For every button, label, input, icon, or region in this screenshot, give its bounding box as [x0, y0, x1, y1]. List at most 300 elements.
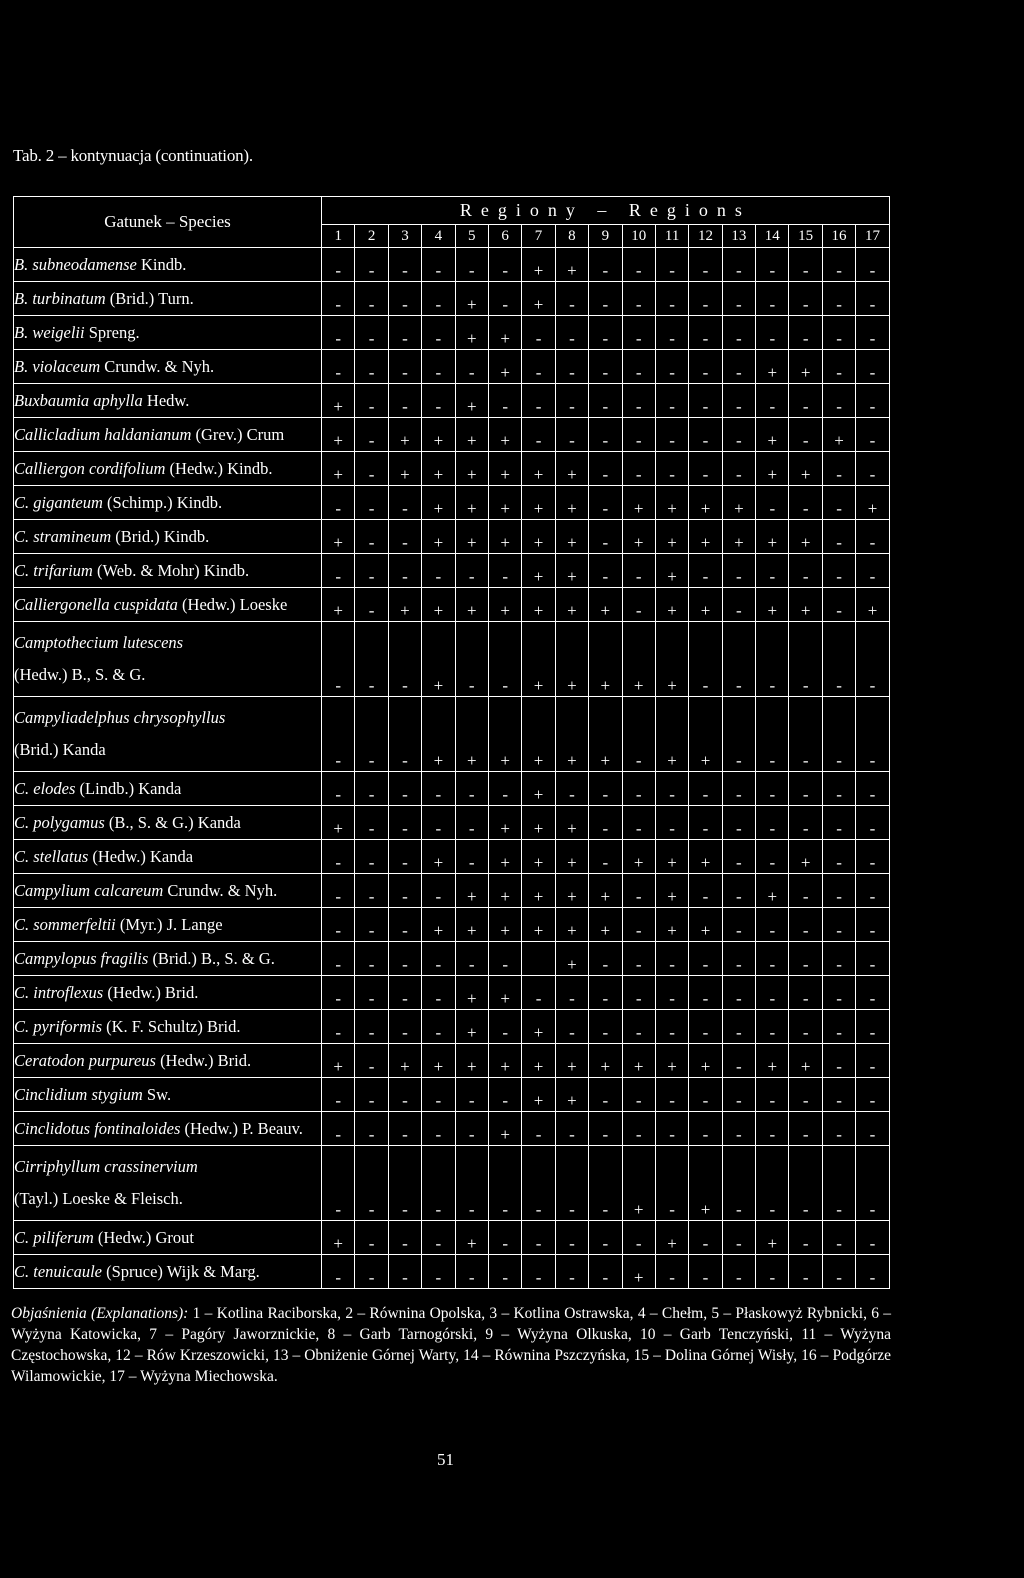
presence-cell: +	[622, 1146, 655, 1221]
presence-cell: -	[655, 316, 688, 350]
presence-cell: -	[756, 772, 789, 806]
presence-cell: -	[355, 622, 388, 697]
presence-cell: -	[422, 1146, 455, 1221]
presence-cell: -	[756, 908, 789, 942]
presence-cell: -	[856, 384, 889, 418]
presence-cell: -	[622, 1221, 655, 1255]
presence-cell: -	[388, 1078, 421, 1112]
species-name-cell	[14, 1112, 322, 1146]
presence-cell: -	[756, 282, 789, 316]
presence-cell: -	[856, 282, 889, 316]
presence-cell: -	[856, 806, 889, 840]
presence-cell: -	[322, 316, 355, 350]
region-number-header: 9	[589, 225, 622, 248]
presence-cell: -	[355, 806, 388, 840]
presence-cell: -	[522, 350, 555, 384]
presence-cell: +	[589, 874, 622, 908]
presence-cell: +	[455, 908, 488, 942]
presence-cell: +	[555, 486, 588, 520]
presence-cell: +	[422, 840, 455, 874]
species-author: (Brid.) B., S. & G.	[148, 948, 275, 968]
presence-cell: -	[388, 350, 421, 384]
region-number-header: 2	[355, 225, 388, 248]
species-name-cell	[14, 1044, 322, 1078]
region-number-header: 14	[756, 225, 789, 248]
presence-cell: -	[689, 622, 722, 697]
presence-cell: -	[388, 697, 421, 772]
presence-cell: -	[622, 316, 655, 350]
presence-cell: -	[455, 1255, 488, 1289]
presence-cell: -	[488, 384, 521, 418]
presence-cell: -	[756, 1255, 789, 1289]
presence-cell: -	[589, 840, 622, 874]
presence-cell: -	[455, 554, 488, 588]
presence-cell: -	[822, 840, 855, 874]
presence-cell: +	[455, 1221, 488, 1255]
presence-cell: +	[789, 1044, 822, 1078]
presence-cell: -	[655, 772, 688, 806]
presence-cell: +	[488, 588, 521, 622]
species-genus: Calliergon cordifolium	[14, 458, 166, 478]
species-name-line	[14, 707, 321, 729]
presence-cell: -	[722, 622, 755, 697]
species-name-line	[14, 1050, 321, 1072]
presence-cell: +	[655, 908, 688, 942]
presence-cell: +	[422, 622, 455, 697]
presence-cell: +	[689, 520, 722, 554]
presence-cell: -	[388, 908, 421, 942]
presence-cell: -	[522, 1146, 555, 1221]
presence-cell: -	[789, 1221, 822, 1255]
species-name-line	[14, 1261, 321, 1283]
presence-cell: -	[455, 1146, 488, 1221]
presence-cell: -	[322, 1146, 355, 1221]
presence-cell: -	[355, 772, 388, 806]
presence-cell: -	[589, 772, 622, 806]
table-row	[14, 588, 890, 622]
presence-cell: -	[822, 1221, 855, 1255]
presence-cell: -	[655, 1112, 688, 1146]
presence-cell: -	[555, 282, 588, 316]
presence-cell: +	[789, 520, 822, 554]
table-row	[14, 316, 890, 350]
presence-cell: -	[355, 1112, 388, 1146]
presence-cell: -	[856, 520, 889, 554]
species-author: Hedw.	[142, 390, 190, 410]
presence-cell: -	[655, 384, 688, 418]
presence-cell: -	[622, 874, 655, 908]
presence-cell: +	[488, 1112, 521, 1146]
species-genus: C. elodes	[14, 778, 76, 798]
presence-cell: -	[355, 588, 388, 622]
table-row	[14, 282, 890, 316]
presence-cell: -	[388, 248, 421, 282]
presence-cell: -	[388, 942, 421, 976]
presence-cell: -	[522, 316, 555, 350]
species-name-line	[14, 812, 321, 834]
presence-cell: -	[422, 1255, 455, 1289]
species-author: (Hedw.) B., S. & G.	[14, 665, 146, 684]
presence-cell: +	[655, 520, 688, 554]
presence-cell: +	[589, 697, 622, 772]
presence-cell: +	[422, 520, 455, 554]
presence-cell: -	[589, 976, 622, 1010]
species-name-cell	[14, 622, 322, 697]
presence-cell: -	[822, 874, 855, 908]
species-author: Crundw. & Nyh.	[100, 356, 215, 376]
presence-cell: -	[622, 1078, 655, 1112]
presence-cell: -	[722, 452, 755, 486]
region-number-header: 12	[689, 225, 722, 248]
species-author: (Brid.) Kanda	[14, 740, 106, 759]
presence-cell: +	[789, 452, 822, 486]
species-name-line	[14, 914, 321, 936]
presence-cell: -	[689, 976, 722, 1010]
species-name-line	[14, 390, 321, 412]
presence-cell: -	[856, 874, 889, 908]
presence-cell: -	[789, 1078, 822, 1112]
presence-cell: -	[355, 486, 388, 520]
presence-cell: +	[488, 350, 521, 384]
presence-cell: -	[822, 520, 855, 554]
species-author: (Hedw.) P. Beauv.	[180, 1118, 303, 1138]
table-row	[14, 1112, 890, 1146]
presence-cell: -	[822, 1146, 855, 1221]
presence-cell: +	[856, 486, 889, 520]
species-author: (Tayl.) Loeske & Fleisch.	[14, 1189, 183, 1208]
presence-cell: +	[488, 418, 521, 452]
presence-cell: -	[756, 316, 789, 350]
region-number-header: 6	[488, 225, 521, 248]
presence-cell: -	[722, 697, 755, 772]
presence-cell: -	[488, 1221, 521, 1255]
presence-cell: -	[555, 772, 588, 806]
presence-cell: -	[622, 976, 655, 1010]
species-genus: Campylopus fragilis	[14, 948, 149, 968]
species-author: (B., S. & G.) Kanda	[104, 812, 241, 832]
presence-cell: -	[789, 908, 822, 942]
presence-cell: -	[555, 418, 588, 452]
presence-cell: +	[555, 942, 588, 976]
presence-cell: -	[822, 806, 855, 840]
regions-column-header: Regiony – Regions	[322, 197, 890, 225]
species-name-line	[14, 880, 321, 902]
presence-cell: -	[655, 976, 688, 1010]
presence-cell: -	[388, 1221, 421, 1255]
presence-cell: +	[522, 588, 555, 622]
presence-cell: -	[589, 282, 622, 316]
table-caption: Tab. 2 – kontynuacja (continuation).	[13, 146, 253, 165]
species-author: (K. F. Schultz) Brid.	[102, 1016, 241, 1036]
species-genus: C. pyriformis	[14, 1016, 103, 1036]
presence-cell: +	[555, 697, 588, 772]
presence-cell: -	[422, 282, 455, 316]
presence-cell: -	[555, 1112, 588, 1146]
species-name-line	[14, 288, 321, 310]
presence-cell: -	[722, 976, 755, 1010]
presence-cell: -	[355, 874, 388, 908]
presence-cell: +	[689, 588, 722, 622]
presence-cell: -	[355, 248, 388, 282]
presence-cell: -	[589, 384, 622, 418]
presence-cell: -	[488, 1010, 521, 1044]
presence-cell: +	[756, 418, 789, 452]
presence-cell: -	[689, 384, 722, 418]
presence-cell: -	[589, 520, 622, 554]
table-row	[14, 418, 890, 452]
presence-cell: +	[522, 1078, 555, 1112]
presence-cell: +	[522, 520, 555, 554]
presence-cell: +	[622, 520, 655, 554]
presence-cell: -	[789, 248, 822, 282]
presence-cell: -	[789, 1146, 822, 1221]
presence-cell: +	[522, 840, 555, 874]
region-number-header: 8	[555, 225, 588, 248]
species-name-line	[14, 594, 321, 616]
presence-cell: -	[789, 418, 822, 452]
presence-cell: -	[355, 384, 388, 418]
presence-cell: -	[789, 316, 822, 350]
presence-cell: +	[555, 554, 588, 588]
presence-cell: -	[856, 840, 889, 874]
species-author: (Web. & Mohr) Kindb.	[92, 560, 250, 580]
species-name-cell	[14, 316, 322, 350]
species-genus: C. giganteum	[14, 492, 103, 512]
table-row	[14, 1146, 890, 1221]
presence-cell: -	[455, 806, 488, 840]
presence-cell: -	[622, 697, 655, 772]
presence-cell: +	[789, 840, 822, 874]
presence-cell: -	[856, 1112, 889, 1146]
presence-cell: -	[655, 942, 688, 976]
species-genus: C. stramineum	[14, 526, 112, 546]
species-name-line	[14, 492, 321, 514]
table-row	[14, 554, 890, 588]
presence-cell: -	[689, 874, 722, 908]
presence-cell: +	[522, 806, 555, 840]
presence-cell: +	[488, 316, 521, 350]
presence-cell: +	[522, 554, 555, 588]
presence-cell: -	[822, 772, 855, 806]
presence-cell: -	[355, 908, 388, 942]
species-genus: C. piliferum	[14, 1227, 94, 1247]
presence-cell: +	[756, 1044, 789, 1078]
presence-cell: -	[655, 350, 688, 384]
species-name-line	[14, 424, 321, 446]
species-genus: B. violaceum	[14, 356, 101, 376]
presence-cell: -	[388, 772, 421, 806]
presence-cell: -	[655, 806, 688, 840]
presence-cell: +	[655, 588, 688, 622]
species-author: Spreng.	[84, 322, 140, 342]
presence-cell: -	[655, 1010, 688, 1044]
presence-cell: -	[622, 942, 655, 976]
presence-cell: -	[322, 1255, 355, 1289]
presence-cell: -	[322, 282, 355, 316]
presence-cell: +	[455, 384, 488, 418]
species-name-line	[14, 846, 321, 868]
presence-cell: -	[422, 942, 455, 976]
page-number: 51	[437, 1450, 454, 1469]
presence-cell: -	[388, 622, 421, 697]
presence-cell: +	[455, 1044, 488, 1078]
species-name-line	[14, 526, 321, 548]
presence-cell: -	[488, 622, 521, 697]
presence-cell: -	[655, 1078, 688, 1112]
presence-cell: -	[722, 1146, 755, 1221]
presence-cell: -	[455, 1112, 488, 1146]
presence-cell: -	[856, 350, 889, 384]
presence-cell: -	[555, 384, 588, 418]
presence-cell: +	[522, 622, 555, 697]
presence-cell: +	[555, 248, 588, 282]
presence-cell: -	[822, 622, 855, 697]
presence-cell: -	[789, 486, 822, 520]
presence-cell: -	[689, 418, 722, 452]
table-row	[14, 248, 890, 282]
presence-cell: -	[789, 1112, 822, 1146]
presence-cell: -	[722, 908, 755, 942]
species-column-header: Gatunek – Species	[14, 197, 322, 248]
presence-cell: +	[455, 1010, 488, 1044]
presence-cell: -	[856, 1078, 889, 1112]
species-author: Crundw. & Nyh.	[163, 880, 278, 900]
presence-cell: -	[689, 452, 722, 486]
table-row	[14, 452, 890, 486]
presence-cell: +	[488, 1044, 521, 1078]
presence-cell: -	[822, 908, 855, 942]
presence-cell: -	[856, 976, 889, 1010]
species-name-cell	[14, 452, 322, 486]
presence-cell: -	[622, 418, 655, 452]
presence-cell: -	[355, 1044, 388, 1078]
presence-cell: -	[589, 316, 622, 350]
presence-cell: +	[655, 486, 688, 520]
species-genus: C. polygamus	[14, 812, 105, 832]
presence-cell: -	[756, 1146, 789, 1221]
presence-cell: +	[522, 697, 555, 772]
species-author: (Hedw.) Kindb.	[165, 458, 273, 478]
species-name-line	[14, 1084, 321, 1106]
presence-cell: +	[622, 622, 655, 697]
presence-cell: -	[622, 554, 655, 588]
presence-cell: -	[822, 486, 855, 520]
table-row	[14, 1221, 890, 1255]
presence-cell: +	[756, 520, 789, 554]
presence-cell: -	[756, 1112, 789, 1146]
presence-cell: +	[522, 1010, 555, 1044]
presence-cell: -	[355, 418, 388, 452]
presence-cell: -	[689, 1112, 722, 1146]
presence-cell: +	[455, 282, 488, 316]
presence-cell: -	[422, 1221, 455, 1255]
species-name-cell	[14, 1255, 322, 1289]
presence-cell: +	[622, 486, 655, 520]
table-row	[14, 806, 890, 840]
presence-cell: -	[622, 452, 655, 486]
presence-cell: -	[722, 350, 755, 384]
presence-cell: +	[455, 452, 488, 486]
presence-cell: -	[322, 486, 355, 520]
presence-cell: -	[422, 772, 455, 806]
species-name-line	[14, 356, 321, 378]
presence-cell: -	[856, 697, 889, 772]
presence-cell: -	[322, 874, 355, 908]
presence-cell: +	[689, 908, 722, 942]
presence-cell: -	[689, 1078, 722, 1112]
presence-cell: +	[488, 697, 521, 772]
presence-cell: -	[388, 840, 421, 874]
presence-cell: -	[388, 384, 421, 418]
species-name-cell	[14, 554, 322, 588]
presence-cell: -	[689, 1221, 722, 1255]
presence-cell: -	[622, 384, 655, 418]
presence-cell: -	[722, 1078, 755, 1112]
species-author: (Hedw.) Loeske	[177, 594, 288, 614]
presence-cell: -	[322, 976, 355, 1010]
presence-cell: +	[422, 588, 455, 622]
presence-cell: -	[455, 772, 488, 806]
presence-cell: -	[322, 1112, 355, 1146]
presence-cell: +	[555, 452, 588, 486]
presence-cell: -	[455, 248, 488, 282]
presence-cell: -	[655, 452, 688, 486]
presence-cell: -	[388, 874, 421, 908]
table-row	[14, 1044, 890, 1078]
table-row	[14, 1255, 890, 1289]
species-name-line	[14, 1227, 321, 1249]
species-name-cell	[14, 248, 322, 282]
presence-cell: -	[522, 1112, 555, 1146]
species-genus: Camptothecium lutescens	[14, 633, 184, 652]
presence-cell: -	[355, 1078, 388, 1112]
presence-cell: +	[722, 520, 755, 554]
presence-cell: -	[722, 316, 755, 350]
presence-cell: -	[388, 1112, 421, 1146]
presence-cell: +	[622, 1044, 655, 1078]
presence-cell: -	[722, 1112, 755, 1146]
presence-cell: +	[655, 874, 688, 908]
presence-cell: -	[388, 1146, 421, 1221]
presence-cell: -	[722, 1044, 755, 1078]
presence-cell: -	[689, 316, 722, 350]
presence-cell: -	[856, 622, 889, 697]
presence-cell: -	[722, 384, 755, 418]
species-name-cell	[14, 840, 322, 874]
species-genus: Campyliadelphus chrysophyllus	[14, 708, 226, 727]
presence-cell: -	[756, 384, 789, 418]
presence-cell: +	[622, 840, 655, 874]
species-author: (Myr.) J. Lange	[115, 914, 223, 934]
table-row	[14, 908, 890, 942]
presence-cell: -	[856, 1044, 889, 1078]
presence-cell: -	[555, 350, 588, 384]
presence-cell: -	[856, 942, 889, 976]
presence-cell: -	[756, 976, 789, 1010]
presence-cell: -	[322, 772, 355, 806]
presence-cell: -	[756, 248, 789, 282]
presence-cell: +	[422, 452, 455, 486]
table-row	[14, 772, 890, 806]
presence-cell: +	[756, 588, 789, 622]
presence-cell: -	[355, 520, 388, 554]
presence-cell: +	[555, 874, 588, 908]
presence-cell: -	[789, 772, 822, 806]
species-author: (Grev.) Crum	[191, 424, 285, 444]
presence-cell: -	[422, 874, 455, 908]
presence-cell: -	[422, 976, 455, 1010]
presence-cell: -	[422, 1010, 455, 1044]
